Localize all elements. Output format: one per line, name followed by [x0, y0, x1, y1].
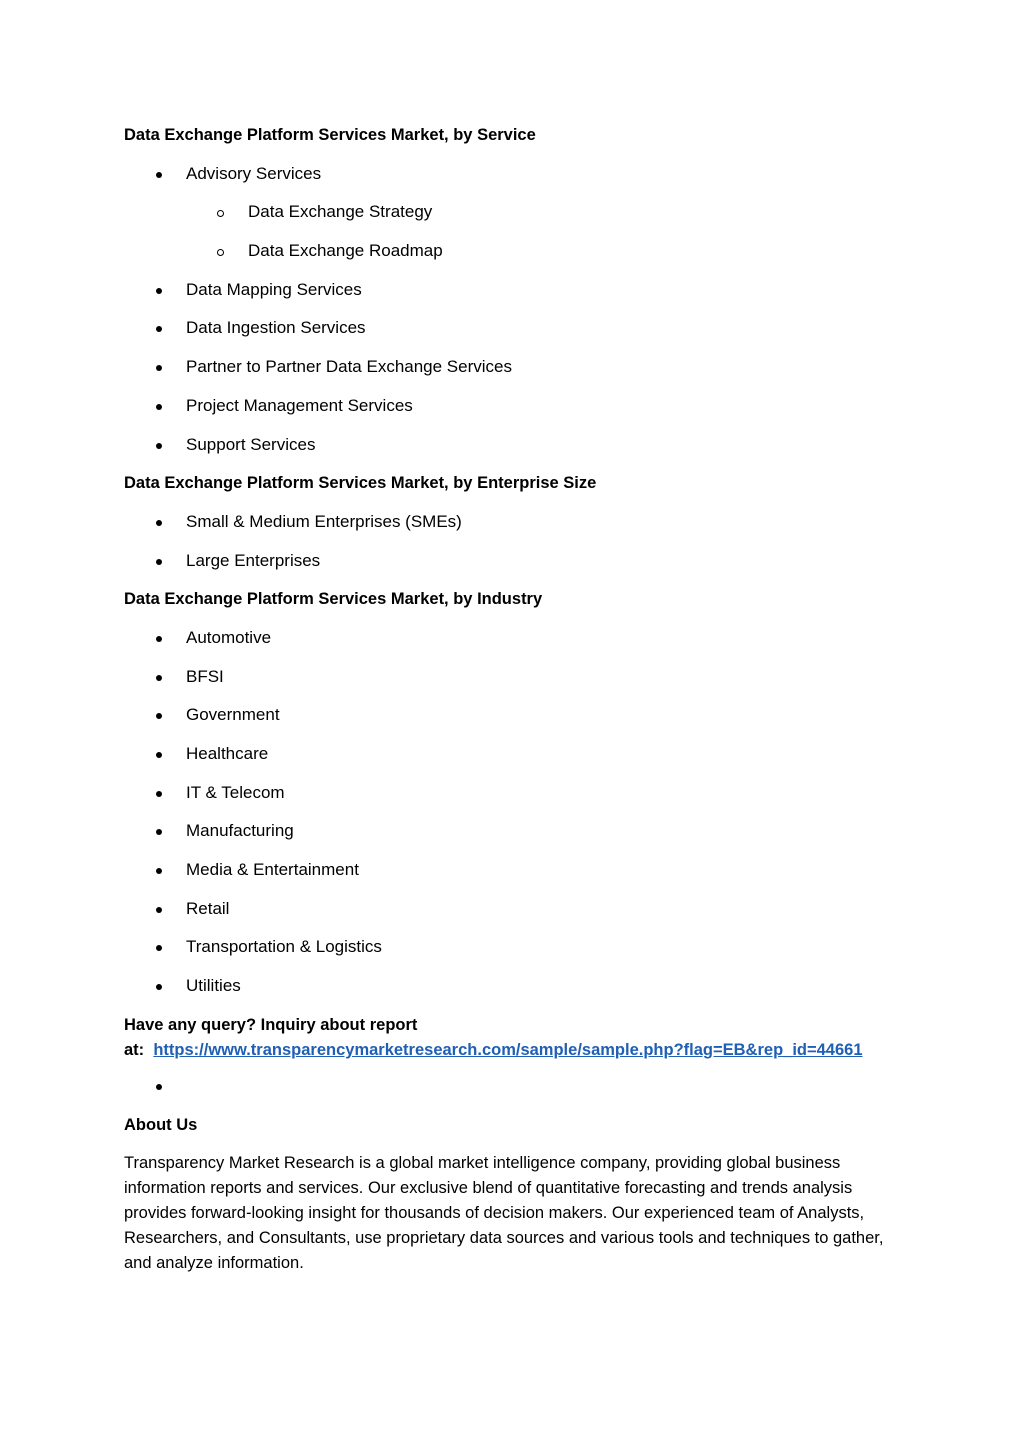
list-item	[124, 935, 904, 959]
about-heading: About Us	[124, 1115, 198, 1134]
advisory-sub-list	[124, 200, 904, 263]
list-item	[124, 355, 904, 379]
inquiry-prefix: at:	[124, 1040, 145, 1059]
enterprise-size-list	[124, 510, 904, 573]
list-item	[124, 162, 904, 186]
list-item-label: Government	[186, 705, 280, 725]
list-item-label: Data Ingestion Services	[186, 318, 366, 338]
list-item-label: Manufacturing	[186, 821, 294, 841]
list-item	[124, 549, 904, 573]
list-item-label: Healthcare	[186, 744, 269, 763]
list-item-label: Advisory Services	[186, 163, 322, 183]
sub-list-item-label: Data Exchange Strategy	[248, 202, 433, 222]
section-heading-enterprise-size: Data Exchange Platform Services Market, by Enterprise Size	[124, 474, 597, 493]
list-item	[124, 974, 904, 998]
list-item	[124, 819, 904, 843]
list-item-label: Data Mapping Services	[186, 279, 362, 299]
list-item-label: Retail	[186, 898, 230, 918]
list-item	[124, 278, 904, 302]
list-item	[124, 510, 904, 534]
service-list	[124, 162, 904, 186]
sub-list-item	[124, 239, 904, 263]
inquiry-text: Have any query? Inquiry about report	[124, 1015, 418, 1034]
list-item-label: Project Management Services	[186, 395, 413, 415]
industry-list	[124, 626, 904, 998]
list-item	[124, 433, 904, 457]
list-item	[124, 665, 904, 689]
list-item-label: Media & Entertainment	[186, 860, 359, 880]
sub-list-item	[124, 200, 904, 224]
list-item-label: Partner to Partner Data Exchange Services	[186, 357, 512, 377]
list-item-label: Small & Medium Enterprises (SMEs)	[186, 511, 462, 531]
list-item-label: Utilities	[186, 976, 241, 996]
list-item	[124, 742, 904, 766]
list-item-label: Automotive	[186, 627, 272, 647]
list-item-label: Transportation & Logistics	[186, 937, 382, 957]
list-item	[124, 897, 904, 921]
about-paragraph: Transparency Market Research is a global market intelligence company, providing global business information reports and services. Our exclusive blend of quantitative forecasting and trends analysis provides forward-looking insight for thousands of decision makers. Our experienced team of Analysts, Researchers, and Consultants, use proprietary data sources and various tools and techniques to gather, and analyze information.	[124, 1154, 884, 1273]
list-item-label: IT & Telecom	[186, 782, 285, 802]
list-item	[124, 394, 904, 418]
document-body	[124, 123, 904, 1276]
sub-list-item-label: Data Exchange Roadmap	[248, 241, 443, 261]
list-item-label: Support Services	[186, 434, 316, 454]
section-heading-service: Data Exchange Platform Services Market, by Service	[124, 126, 536, 144]
bullet-dot	[156, 1084, 162, 1090]
list-item	[124, 703, 904, 727]
list-item	[124, 316, 904, 340]
inquiry-block	[124, 1013, 904, 1063]
inquiry-link-line	[124, 1038, 904, 1063]
sample-report-link[interactable]: https://www.transparencymarketresearch.com/sample/sample.php?flag=EB&rep_id=44661	[153, 1040, 863, 1059]
list-item	[124, 626, 904, 650]
section-heading-industry: Data Exchange Platform Services Market, by Industry	[124, 590, 543, 609]
list-item-label: Large Enterprises	[186, 550, 321, 570]
list-item	[124, 781, 904, 805]
service-list-continued	[124, 278, 904, 457]
list-item	[124, 858, 904, 882]
list-item-label: BFSI	[186, 666, 224, 686]
empty-bullet	[124, 1074, 904, 1098]
